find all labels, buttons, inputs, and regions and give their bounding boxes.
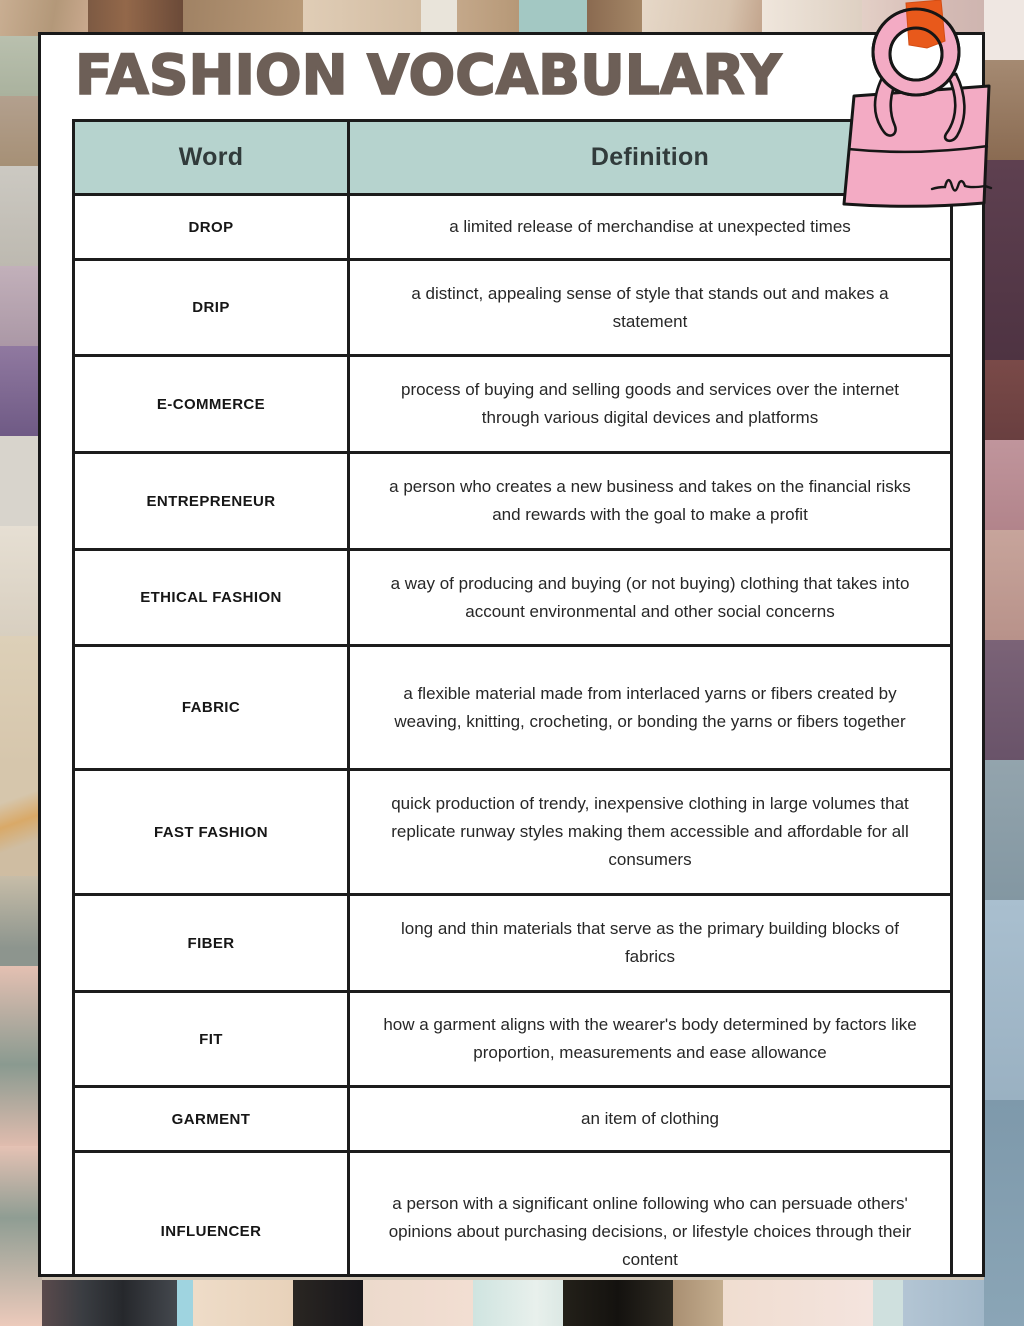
table-row <box>74 895 952 992</box>
collage-photo <box>363 1280 473 1326</box>
collage-photo <box>984 360 1024 440</box>
definition-cell: an item of clothing <box>349 1087 952 1152</box>
collage-photo <box>587 0 642 36</box>
table-row <box>74 1152 952 1278</box>
collage-photo <box>873 1280 903 1326</box>
definition-cell: a distinct, appealing sense of style that stands out and makes a statement <box>349 260 952 356</box>
collage-photo <box>42 1280 177 1326</box>
vocabulary-table-body <box>74 195 952 1278</box>
collage-photo <box>0 0 88 36</box>
collage-photo <box>183 0 303 36</box>
table-row <box>74 992 952 1087</box>
worksheet-page <box>38 32 985 1277</box>
collage-photo <box>984 1100 1024 1326</box>
collage-photo <box>0 766 42 876</box>
definition-cell: process of buying and selling goods and services over the internet through various digital devices and platforms <box>349 356 952 453</box>
collage-photo <box>0 876 42 966</box>
table-row <box>74 453 952 550</box>
collage-photo <box>563 1280 673 1326</box>
collage-photo <box>0 96 42 166</box>
collage-photo <box>903 1280 984 1326</box>
word-cell: FAST FASHION <box>74 770 349 895</box>
collage-photo <box>519 0 587 36</box>
collage-photo <box>762 0 862 36</box>
collage-photo <box>984 760 1024 900</box>
collage-photo <box>0 346 42 436</box>
table-header-row <box>74 121 952 195</box>
collage-photo <box>723 1280 873 1326</box>
collage-photo <box>193 1280 293 1326</box>
collage-photo <box>673 1280 723 1326</box>
collage-photo <box>88 0 183 36</box>
table-row <box>74 770 952 895</box>
collage-photo <box>984 530 1024 640</box>
collage-photo <box>642 0 762 36</box>
collage-photo <box>0 166 42 266</box>
table-row <box>74 356 952 453</box>
definition-cell: a person with a significant online following who can persuade others' opinions about purchasing decisions, or lifestyle choices through their content <box>349 1152 952 1278</box>
vocabulary-table <box>72 119 953 1277</box>
table-row <box>74 646 952 770</box>
collage-photo <box>177 1280 193 1326</box>
collage-photo <box>984 900 1024 1100</box>
definition-cell: a flexible material made from interlaced yarns or fibers created by weaving, knitting, crocheting, or bonding the yarns or fibers together <box>349 646 952 770</box>
definition-cell: long and thin materials that serve as the primary building blocks of fabrics <box>349 895 952 992</box>
word-cell: INFLUENCER <box>74 1152 349 1278</box>
page-title: FASHION VOCABULARY <box>75 43 782 107</box>
definition-cell: how a garment aligns with the wearer's body determined by factors like proportion, measurements and ease allowance <box>349 992 952 1087</box>
collage-photo <box>984 640 1024 760</box>
word-cell: GARMENT <box>74 1087 349 1152</box>
word-cell: DRIP <box>74 260 349 356</box>
word-cell: FIT <box>74 992 349 1087</box>
collage-photo <box>0 526 42 636</box>
column-header-definition: Definition <box>349 121 952 195</box>
table-row <box>74 260 952 356</box>
collage-photo <box>0 436 42 526</box>
word-cell: DROP <box>74 195 349 260</box>
collage-photo <box>0 966 42 1146</box>
collage-photo <box>984 160 1024 360</box>
collage-photo <box>0 1146 42 1326</box>
word-cell: FIBER <box>74 895 349 992</box>
collage-photo <box>0 36 42 96</box>
word-cell: FABRIC <box>74 646 349 770</box>
definition-cell: a way of producing and buying (or not buying) clothing that takes into account environmental and other social concerns <box>349 550 952 646</box>
collage-photo <box>293 1280 363 1326</box>
collage-photo <box>421 0 457 36</box>
definition-cell: a limited release of merchandise at unexpected times <box>349 195 952 260</box>
definition-cell: quick production of trendy, inexpensive clothing in large volumes that replicate runway styles making them accessible and affordable for all consumers <box>349 770 952 895</box>
collage-photo <box>473 1280 563 1326</box>
column-header-word: Word <box>74 121 349 195</box>
collage-photo <box>984 440 1024 530</box>
collage-photo <box>984 60 1024 160</box>
table-row <box>74 1087 952 1152</box>
word-cell: ENTREPRENEUR <box>74 453 349 550</box>
word-cell: ETHICAL FASHION <box>74 550 349 646</box>
table-row <box>74 195 952 260</box>
collage-photo <box>984 0 1024 60</box>
table-row <box>74 550 952 646</box>
word-cell: E-COMMERCE <box>74 356 349 453</box>
definition-cell: a person who creates a new business and takes on the financial risks and rewards with the goal to make a profit <box>349 453 952 550</box>
collage-photo <box>303 0 421 36</box>
collage-photo <box>0 266 42 346</box>
collage-photo <box>0 636 42 766</box>
collage-photo <box>457 0 519 36</box>
